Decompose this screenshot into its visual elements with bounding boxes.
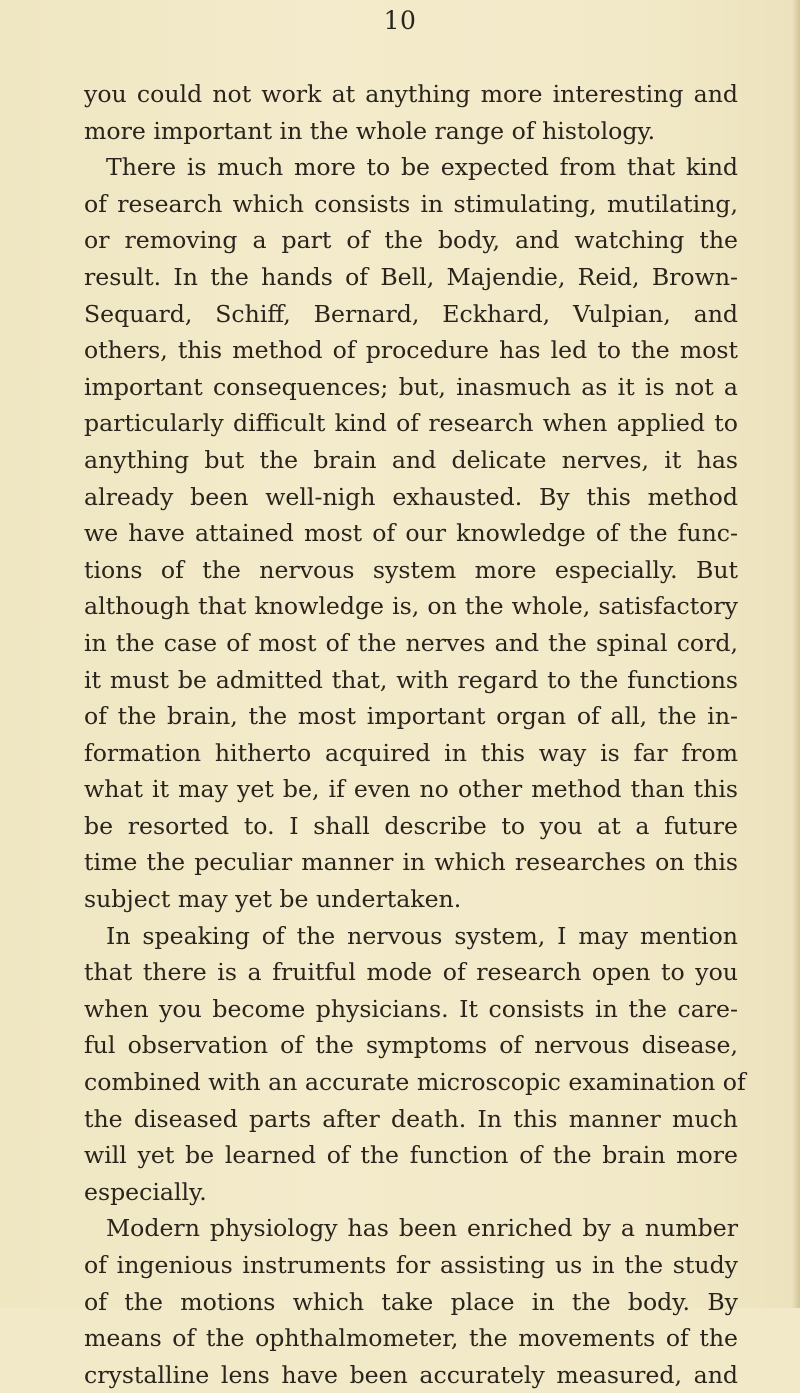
text-line: more important in the whole range of histology. xyxy=(84,116,656,145)
text-line: Modern physiology has been enriched by a number xyxy=(106,1214,738,1243)
paragraph xyxy=(84,149,738,917)
text-line: the diseased parts after death. In this manner much xyxy=(84,1104,738,1133)
paragraph xyxy=(84,1210,738,1393)
text-line: important consequences; but, inasmuch as it is not a xyxy=(84,372,738,401)
text-line: anything but the brain and delicate nerves, it has xyxy=(84,445,738,474)
text-line: be resorted to. I shall describe to you at a future xyxy=(84,811,738,840)
body-text xyxy=(84,76,746,1393)
text-line: result. In the hands of Bell, Majendie, Reid, Brown- xyxy=(84,262,738,291)
text-line: in the case of most of the nerves and the spinal cord, xyxy=(84,628,738,657)
text-line: especially. xyxy=(84,1177,207,1206)
text-line: subject may yet be undertaken. xyxy=(84,885,462,914)
text-line: combined with an accurate microscopic examination of xyxy=(84,1068,746,1097)
text-line: although that knowledge is, on the whole, satisfactory xyxy=(84,592,738,621)
text-line: of research which consists in stimulating, mutilating, xyxy=(84,189,738,218)
text-line: of the motions which take place in the body. By xyxy=(84,1287,738,1316)
text-line: of ingenious instruments for assisting us in the study xyxy=(84,1251,738,1279)
paragraph xyxy=(84,918,746,1211)
text-line: means of the ophthalmometer, the movements of the xyxy=(84,1324,738,1353)
text-line: what it may yet be, if even no other method than this xyxy=(84,775,738,804)
text-line: In speaking of the nervous system, I may mention xyxy=(106,921,738,950)
text-line: that there is a fruitful mode of research open to you xyxy=(84,958,738,987)
text-line: we have attained most of our knowledge of the func- xyxy=(84,519,738,548)
text-line: others, this method of procedure has led to the most xyxy=(84,336,738,365)
text-line: time the peculiar manner in which researches on this xyxy=(84,848,738,877)
text-line: already been well-nigh exhausted. By this method xyxy=(84,482,738,511)
text-line: particularly difficult kind of research when applied to xyxy=(84,409,738,438)
text-line: crystalline lens have been accurately measured, and xyxy=(84,1360,738,1389)
page-edge-shadow xyxy=(792,0,800,1308)
text-line: There is much more to be expected from that kind xyxy=(106,153,738,182)
text-line: will yet be learned of the function of the brain more xyxy=(84,1141,738,1170)
text-line: or removing a part of the body, and watching the xyxy=(84,226,738,255)
text-line: Sequard, Schiff, Bernard, Eckhard, Vulpian, and xyxy=(84,299,738,328)
text-line: you could not work at anything more interesting and xyxy=(84,80,738,108)
text-line: it must be admitted that, with regard to the functions xyxy=(84,665,738,694)
text-line: when you become physicians. It consists in the care- xyxy=(84,994,738,1023)
text-line: of the brain, the most important organ of all, the in- xyxy=(84,702,738,731)
text-line: formation hitherto acquired in this way is far from xyxy=(84,738,738,767)
text-line: tions of the nervous system more especially. But xyxy=(84,555,738,584)
page-number: 10 xyxy=(383,6,417,35)
paragraph xyxy=(84,76,738,149)
text-line: ful observation of the symptoms of nervous disease, xyxy=(84,1031,738,1060)
